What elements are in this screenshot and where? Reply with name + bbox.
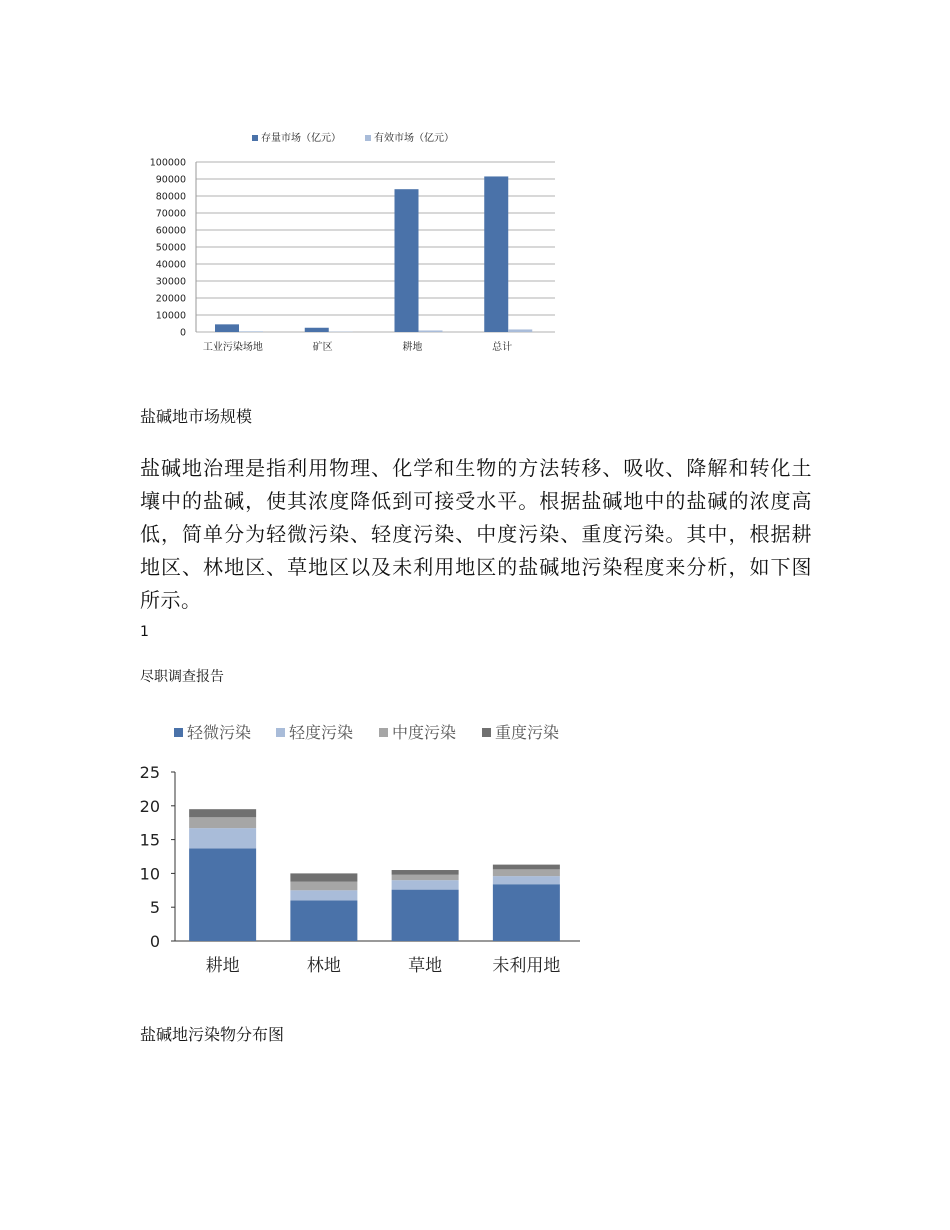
legend-swatch [379, 728, 388, 737]
bar-segment [189, 809, 256, 817]
y-tick-label: 15 [139, 830, 160, 850]
bar [508, 329, 532, 332]
bar [239, 331, 263, 332]
legend-label: 轻度污染 [289, 723, 354, 742]
legend-swatch [174, 728, 183, 737]
y-tick-label: 70000 [155, 208, 186, 220]
y-tick-label: 0 [149, 932, 160, 951]
legend-label: 轻微污染 [187, 723, 252, 742]
y-tick-label: 90000 [155, 174, 186, 186]
y-tick-label: 20 [139, 796, 160, 816]
chart2-caption: 盐碱地污染物分布图 [140, 1025, 285, 1044]
y-tick-label: 50000 [155, 242, 186, 254]
bar-segment [493, 884, 560, 941]
bar-segment [290, 890, 357, 900]
y-tick-label: 10000 [155, 310, 186, 322]
bar-segment [493, 865, 560, 870]
x-tick-label: 林地 [306, 956, 341, 976]
page-number: 1 [140, 624, 149, 640]
x-tick-label: 耕地 [402, 342, 423, 353]
y-tick-label: 0 [179, 327, 186, 339]
legend-label: 有效市场（亿元） [374, 133, 454, 144]
y-tick-label: 100000 [149, 157, 186, 169]
chart1-bars [215, 176, 532, 332]
y-tick-label: 40000 [155, 259, 186, 271]
report-title: 尽职调查报告 [140, 669, 224, 685]
y-tick-label: 25 [139, 763, 160, 782]
legend-swatch [482, 728, 491, 737]
bar [395, 189, 419, 332]
bar-segment [392, 890, 459, 941]
legend-swatch [252, 135, 258, 141]
legend-swatch [365, 135, 371, 141]
y-tick-label: 30000 [155, 276, 186, 288]
y-tick-label: 80000 [155, 191, 186, 203]
bar-segment [493, 869, 560, 876]
bar-segment [189, 817, 256, 828]
legend-label: 存量市场（亿元） [261, 133, 341, 144]
bar-segment [189, 828, 256, 848]
bar-segment [392, 875, 459, 880]
chart2-bars [189, 809, 560, 941]
legend-swatch [276, 728, 285, 737]
x-tick-label: 总计 [492, 342, 513, 353]
bar [484, 176, 508, 332]
chart1-caption: 盐碱地市场规模 [140, 407, 253, 426]
pollution-distribution-chart [130, 715, 590, 980]
bar-segment [392, 870, 459, 875]
x-tick-label: 耕地 [205, 956, 240, 976]
bar-segment [290, 882, 357, 891]
x-tick-label: 矿区 [312, 342, 333, 353]
legend-label: 中度污染 [392, 723, 457, 742]
x-tick-label: 未利用地 [492, 956, 561, 976]
bar [305, 328, 329, 332]
x-tick-label: 草地 [408, 956, 443, 976]
chart2-legend [174, 723, 559, 742]
y-tick-label: 60000 [155, 225, 186, 237]
bar-segment [493, 876, 560, 884]
bar-segment [392, 880, 459, 889]
market-size-chart [140, 120, 570, 360]
bar [419, 330, 443, 332]
chart1-labels [150, 158, 512, 354]
chart1-legend [252, 131, 454, 144]
legend-label: 重度污染 [495, 723, 560, 742]
y-tick-label: 5 [149, 898, 160, 918]
bar-segment [290, 900, 357, 941]
body-paragraph: 盐碱地治理是指利用物理、化学和生物的方法转移、吸收、降解和转化土壤中的盐碱，使其浓度降低到可接受水平。根据盐碱地中的盐碱的浓度高低，简单分为轻微污染、轻度污染、中度污染、重度污染。其中，根据耕地区、林地区、草地区以及未利用地区的盐碱地污染程度来分析，如下图所示。 [140, 456, 812, 612]
bar [215, 324, 239, 332]
bar-segment [189, 848, 256, 941]
bar-segment [290, 873, 357, 881]
y-tick-label: 20000 [155, 293, 186, 305]
x-tick-label: 工业污染场地 [202, 342, 263, 353]
y-tick-label: 10 [139, 864, 160, 884]
